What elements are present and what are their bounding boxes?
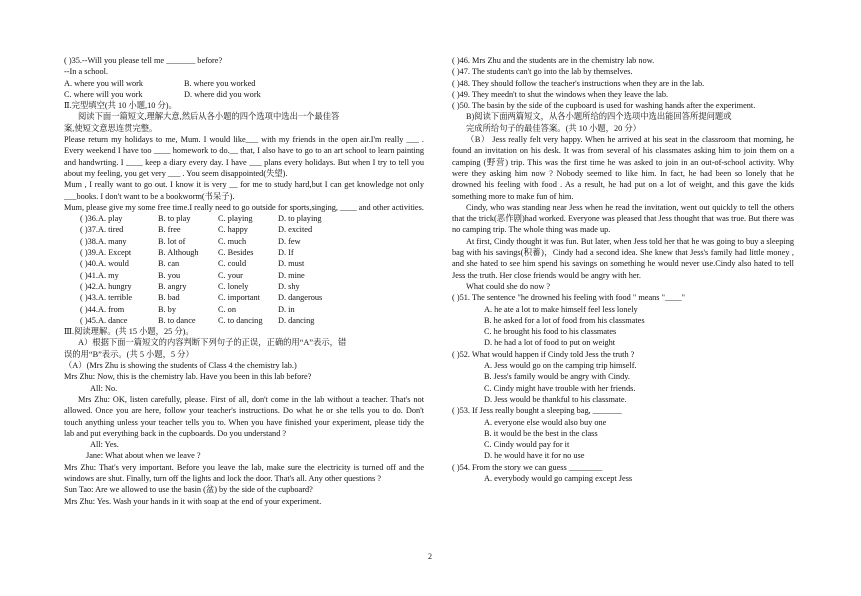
cloze-option-row (80, 247, 424, 258)
option-c: C. your (218, 270, 243, 280)
mc-option: C. he brought his food to his classmates (484, 327, 617, 337)
option-d: D. mine (278, 270, 305, 280)
option-c: C. much (218, 236, 247, 246)
mc-question-stem: ( )52. What would happen if Cindy told Jess the truth ? (452, 349, 635, 359)
option-c: C. playing (218, 214, 253, 224)
q35-option-a: A. where you will work (64, 78, 144, 88)
tf-question: ( )47. The students can't go into the lab by themselves. (452, 67, 633, 77)
mc-option: B. it would be the best in the class (484, 428, 598, 438)
option-c: C. Besides (218, 248, 254, 258)
partB-instructions-2: 完成所给句子的最佳答案。(共 10 小题，20 分） (466, 123, 641, 133)
q35-stem: ( )35.--Will you please tell me _______ before? (64, 56, 223, 65)
q35-option-b: B. where you worked (184, 78, 256, 88)
dialog-line: Sun Tao: Are we allowed to use the basin (盆) by the side of the cupboard? (64, 485, 313, 495)
option-b: B. to dance (158, 315, 196, 325)
option-b: B. can (158, 259, 180, 269)
option-a: ( )39.A. Except (80, 248, 132, 258)
q35-reply: --In a school. (64, 67, 109, 77)
option-c: C. happy (218, 225, 248, 235)
option-c: C. could (218, 259, 247, 269)
passage-paragraph: Cindy, who was standing near Jess when he read the invitation, went out quickly to tell the others that the trick(恶作剧)had worked. Everyone was pleased that Jess thought that was true. But there was no camping trip. The whole thing was made up. (452, 202, 794, 235)
left-column (64, 55, 424, 507)
option-d: D. in (278, 304, 295, 314)
section2-header: Ⅱ.完型填空(共 10 小题,10 分)。 (64, 101, 177, 111)
mc-option: B. Jess's family would be angry with Cindy. (484, 372, 630, 382)
cloze-option-row (80, 236, 424, 247)
dialog-line: All: No. (90, 383, 118, 393)
tf-question: ( )48. They should follow the teacher's instructions when they are in the lab. (452, 78, 705, 88)
mc-question-stem: ( )53. If Jess really bought a sleeping bag, _______ (452, 406, 622, 416)
option-a: ( )41.A. my (80, 270, 119, 280)
mc-option: A. Jess would go on the camping trip himself. (484, 361, 637, 371)
cloze-option-row (80, 304, 424, 315)
dialog-line: Mrs Zhu: Yes. Wash your hands in it with soap at the end of your experiment. (64, 496, 322, 506)
mc-question-stem: ( )54. From the story we can guess ________ (452, 462, 603, 472)
cloze-paragraph-2: Mum , I really want to go out. I know it is very __ for me to study hard,but I can get knowledge not only ___books. I don't want to be a bookworm(书呆子). (64, 180, 424, 201)
option-d: D. If (278, 248, 294, 258)
option-b: B. Although (158, 248, 199, 258)
mc-option: A. everybody would go camping except Jess (484, 473, 633, 483)
cloze-options (64, 213, 424, 326)
option-c: C. important (218, 293, 260, 303)
option-c: C. on (218, 304, 236, 314)
mc-option: D. he would have it for no use (484, 451, 585, 461)
partB-instructions: B)阅读下面两篇短文，从各小题所给的四个选项中选出能回答所提问题或 (466, 112, 732, 122)
mc-option: C. Cindy might have trouble with her friends. (484, 383, 636, 393)
option-c: C. to dancing (218, 315, 263, 325)
option-d: D. to playing (278, 214, 322, 224)
section2-instructions: 阅读下面一篇短文,理解大意,然后从各小题的四个选项中选出一个最佳答 (78, 112, 340, 122)
partA-title: （A）(Mrs Zhu is showing the students of Class 4 the chemistry lab.) (64, 361, 297, 371)
q35-options-row2 (64, 89, 424, 100)
option-a: ( )40.A. would (80, 259, 129, 269)
q35-options-row1 (64, 78, 424, 89)
passage-paragraph: At first, Cindy thought it was fun. But later, when Jess told her that he was going to buy a sleeping bag with his savings(积蓄)，Cindy had a second idea. She knew that Jess's family had little money , and she hated to see him spend his savings on something he would never use.Cindy also hated to tell Jess the truth. Her close friends would be angry with her. (452, 236, 794, 280)
option-b: B. you (158, 270, 181, 280)
tf-question: ( )49. They meedn't to shut the windows when they leave the lab. (452, 89, 669, 99)
option-b: B. lot of (158, 236, 186, 246)
partA-instructions: A）根据下面一篇短文的内容判断下列句子的正误，正确的用“A”表示，错 (78, 338, 347, 348)
option-a: ( )44.A. from (80, 304, 125, 314)
option-b: B. angry (158, 281, 187, 291)
mc-option: D. Jess would be thankful to his classmate. (484, 394, 627, 404)
option-b: B. by (158, 304, 176, 314)
option-b: B. bad (158, 293, 180, 303)
passage-paragraph: What could she do now ? (466, 281, 551, 291)
cloze-option-row (80, 315, 424, 326)
mc-option: B. he asked for a lot of food from his classmates (484, 315, 645, 325)
section2-instructions-2: 案,使短文意思连贯完整。 (64, 123, 158, 133)
mc-option: D. he had a lot of food to put on weight (484, 338, 616, 348)
option-d: D. few (278, 236, 301, 246)
option-a: ( )42.A. hungry (80, 281, 132, 291)
passage-paragraph: （B） Jess really felt very happy. When he arrived at his seat in the classroom that morning, he found an invitation on his desk. It was from several of his classmates asking him to join them on a camping (野营) trip. This was the first time he was asked to join in an out-of-school activity. Why were they asking him now ? Nobody seemed to like him. In fact, he had been so lonely that he drowned his feeling with food . As a result, he had put on a lot of weight, and this gave the kids something more to make fun of him. (452, 135, 794, 201)
cloze-option-row (80, 213, 424, 224)
option-a: ( )43.A. terrible (80, 293, 133, 303)
mc-option: C. Cindy would pay for it (484, 440, 570, 450)
dialog-line: Mrs Zhu: OK, listen carefully, please. First of all, don't come in the lab without a teacher. That's not allowed. Once you are here, follow your teacher's instructions. Do what he or she tells you to do. Don't touch anything unless your teacher tells you to. When you have finished your experiment, please tidy the lab and put everything back in the cupboards. Do you understand ? (64, 394, 424, 438)
section3-header: Ⅲ.阅读理解。(共 15 小题，25 分)。 (64, 327, 194, 337)
mc-question-stem: ( )51. The sentence "he drowned his feeling with food " means "____" (452, 293, 685, 303)
option-a: ( )38.A. many (80, 236, 127, 246)
q35-option-d: D. where did you work (184, 89, 261, 99)
option-a: ( )45.A. dance (80, 315, 128, 325)
partA-instructions-2: 误的用“B”表示。(共 5 小题，5 分） (64, 349, 194, 359)
option-d: D. shy (278, 281, 300, 291)
option-d: D. dangerous (278, 293, 323, 303)
option-c: C. lonely (218, 281, 249, 291)
option-a: ( )37.A. tired (80, 225, 124, 235)
cloze-option-row (80, 224, 424, 235)
dialog-line: Mrs Zhu: Now, this is the chemistry lab. Have you been in this lab before? (64, 372, 312, 382)
cloze-option-row (80, 258, 424, 269)
option-d: D. excited (278, 225, 313, 235)
tf-question-50: ( )50. The basin by the side of the cupboard is used for washing hands after the experiment. (452, 101, 756, 111)
right-column (452, 55, 794, 484)
option-a: ( )36.A. play (80, 214, 123, 224)
option-b: B. free (158, 225, 181, 235)
page-number: 2 (428, 552, 432, 561)
cloze-paragraph-1: Please return my holidays to me, Mum. I would like___ with my friends in the open air.I'm really ___ . Every weekend I have too ____ homework to do.__ that, I also have to go to an art school to learn painting and handwrting. I ____ keep a diary every day. I have ___ plans every holidays. But when I try to tell you about my feeling, you get very ___ . You seem disappointed(失望). (64, 135, 424, 178)
option-d: D. must (278, 259, 305, 269)
mc-option: A. everyone else would also buy one (484, 417, 607, 427)
cloze-paragraph-3: Mum, please give my some free time.I really need to go outside for sports,singing, ____ and other activities. (64, 202, 424, 212)
option-b: B. to play (158, 214, 191, 224)
cloze-option-row (80, 270, 424, 281)
dialog-line: Mrs Zhu: That's very important. Before you leave the lab, make sure the electricity is turned off and the windows are shut. Finally, turn off the lights and lock the door. That's all. Any other questions ? (64, 462, 424, 483)
dialog-line: All: Yes. (90, 440, 119, 450)
dialog-line: Jane: What about when we leave ? (86, 451, 201, 461)
mc-option: A. he ate a lot to make himself feel less lonely (484, 304, 638, 314)
tf-question: ( )46. Mrs Zhu and the students are in the chemistry lab now. (452, 56, 655, 65)
option-d: D. dancing (278, 315, 315, 325)
q35-option-c: C. where will you work (64, 89, 143, 99)
cloze-option-row (80, 281, 424, 292)
cloze-option-row (80, 292, 424, 303)
